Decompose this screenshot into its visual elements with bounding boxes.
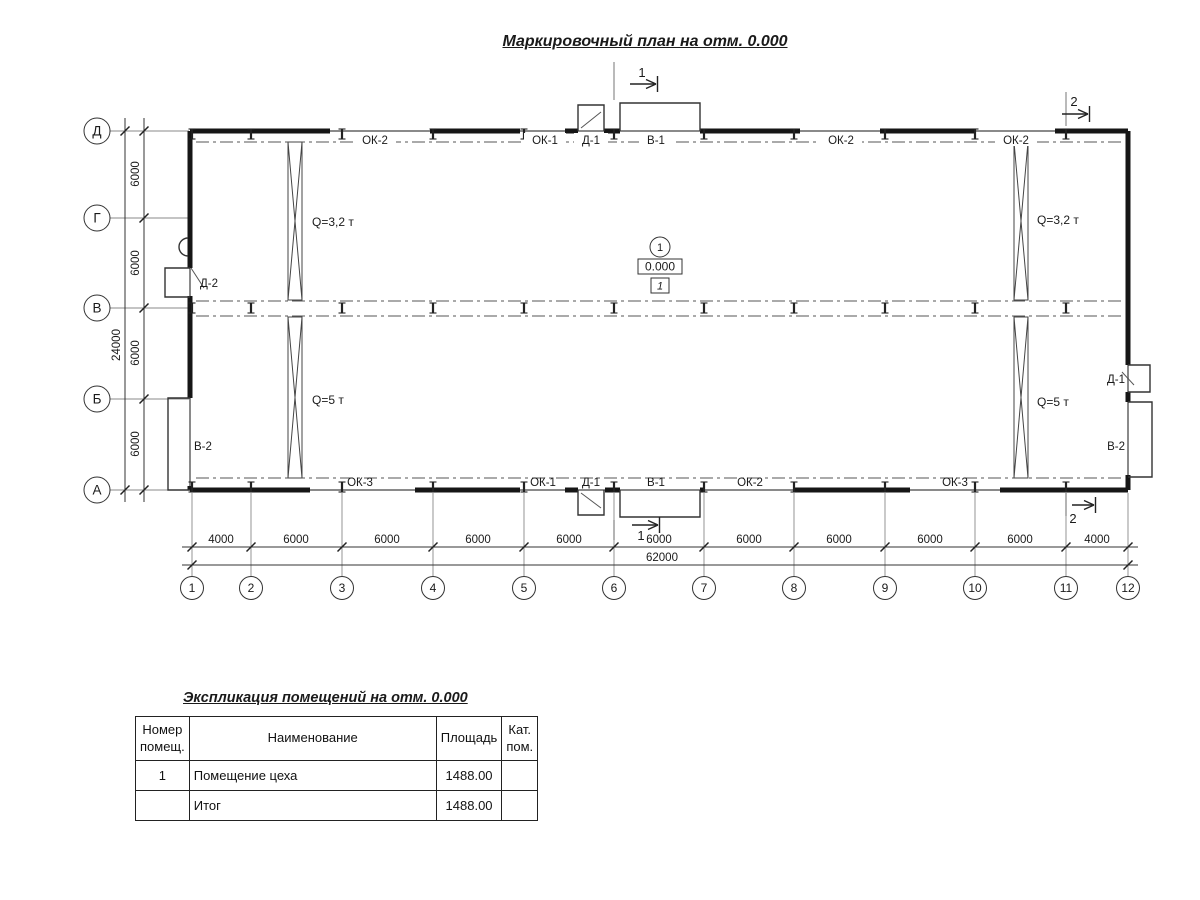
wall-segments: [190, 131, 1128, 490]
dim-label: 6000: [646, 534, 672, 546]
dim-label: 6000: [736, 534, 762, 546]
door-swing-icon: [179, 238, 188, 256]
dim-label: 6000: [1007, 534, 1033, 546]
room-number-bubble: 1: [656, 242, 664, 254]
opening-label: ОК-2: [362, 135, 388, 147]
header-area: Площадь: [436, 717, 502, 761]
dim-label: 6000: [917, 534, 943, 546]
axis-extension-lines: [110, 131, 1128, 576]
opening-label: Д-1: [581, 135, 601, 147]
opening-label: В-2: [194, 441, 212, 453]
column-marks: [189, 129, 1070, 492]
cell-category: [502, 761, 538, 791]
top-wall-labels: [354, 133, 1037, 147]
dim-total-label: 24000: [111, 329, 123, 361]
explication-table: [135, 716, 538, 821]
opening-label: Д-2: [200, 278, 219, 290]
dim-label: 4000: [1084, 534, 1110, 546]
dim-total-label: 62000: [646, 552, 678, 564]
section-mark-2-top: [1062, 92, 1090, 126]
opening-label: Д-1: [581, 477, 601, 489]
axis-col-label: 2: [247, 581, 255, 595]
dim-label: 6000: [374, 534, 400, 546]
crane-labels: [312, 213, 1079, 409]
vestibule-outlines: [165, 103, 1152, 517]
crane-rail-lines: [196, 142, 1122, 478]
room-marker: [638, 237, 682, 293]
dim-label: 6000: [465, 534, 491, 546]
header-name: Наименование: [189, 717, 436, 761]
opening-label: В-1: [647, 135, 665, 147]
opening-label: Д-1: [1106, 374, 1125, 386]
dim-label: 6000: [130, 340, 142, 366]
cell-area: 1488.00: [436, 761, 502, 791]
axis-row-label: В: [92, 300, 102, 316]
axis-row-label: Д: [92, 123, 102, 139]
window-lines: [190, 131, 1128, 490]
cell-room-number: 1: [136, 761, 190, 791]
dim-label: 4000: [208, 534, 234, 546]
explication-block: [135, 690, 555, 821]
section-mark-1-top: [614, 62, 658, 100]
section-number: 2: [1069, 511, 1077, 526]
section-mark-2-bottom: [1066, 493, 1096, 526]
elevation-mark: 0.000: [644, 259, 676, 274]
axis-col-label: 7: [700, 581, 708, 595]
axis-col-label: 6: [610, 581, 618, 595]
crane-brace-right: [1014, 142, 1028, 478]
bottom-wall-labels: [347, 477, 968, 489]
header-room-number: Номер помещ.: [136, 717, 190, 761]
axis-col-label: 10: [968, 581, 982, 595]
opening-label: В-1: [647, 477, 665, 489]
crane-capacity-label: Q=5 т: [312, 393, 344, 407]
opening-label: ОК-2: [828, 135, 854, 147]
axis-row-label: Б: [92, 391, 102, 407]
side-wall-labels: [194, 278, 1125, 453]
dim-label: 6000: [130, 161, 142, 187]
crane-brace-left: [288, 142, 302, 478]
axis-col-label: 5: [520, 581, 528, 595]
axis-col-label: 11: [1059, 581, 1073, 595]
opening-label: ОК-1: [530, 477, 556, 489]
explication-title: Экспликация помещений на отм. 0.000: [183, 690, 468, 706]
cell-room-number: [136, 791, 190, 821]
table-header-row: [136, 717, 538, 761]
cell-area: 1488.00: [436, 791, 502, 821]
axis-col-label: 1: [188, 581, 196, 595]
col-axis-bubbles: [181, 577, 1140, 600]
axis-col-label: 8: [790, 581, 798, 595]
opening-label: В-2: [1107, 441, 1125, 453]
cell-name: Итог: [189, 791, 436, 821]
axis-row-label: А: [92, 482, 102, 498]
crane-capacity-label: Q=3,2 т: [312, 215, 354, 229]
dim-label: 6000: [283, 534, 309, 546]
dim-label: 6000: [130, 431, 142, 457]
opening-label: ОК-3: [347, 477, 373, 489]
table-row: [136, 791, 538, 821]
table-row: [136, 761, 538, 791]
opening-label: ОК-2: [1003, 135, 1029, 147]
section-number: 1: [637, 528, 645, 543]
row-axis-bubbles: [84, 118, 110, 503]
room-id-box: 1: [656, 280, 664, 293]
drawing-title: Маркировочный план на отм. 0.000: [502, 33, 788, 50]
axis-col-label: 12: [1121, 581, 1135, 595]
axis-col-label: 9: [881, 581, 889, 595]
dim-label: 6000: [130, 250, 142, 276]
section-number: 1: [638, 65, 646, 80]
header-category: Кат. пом.: [502, 717, 538, 761]
left-dimension-labels: [111, 161, 142, 457]
cell-name: Помещение цеха: [189, 761, 436, 791]
opening-label: ОК-2: [737, 477, 763, 489]
section-arrow-icon: [632, 517, 660, 533]
opening-label: ОК-1: [532, 135, 558, 147]
axis-col-label: 4: [429, 581, 437, 595]
axis-row-label: Г: [93, 210, 101, 226]
cell-category: [502, 791, 538, 821]
crane-capacity-label: Q=3,2 т: [1037, 213, 1079, 227]
door-leader-lines: [191, 112, 1134, 508]
axis-col-label: 3: [338, 581, 346, 595]
section-number: 2: [1070, 94, 1078, 109]
dim-label: 6000: [556, 534, 582, 546]
opening-label: ОК-3: [942, 477, 968, 489]
dim-label: 6000: [826, 534, 852, 546]
crane-capacity-label: Q=5 т: [1037, 395, 1069, 409]
